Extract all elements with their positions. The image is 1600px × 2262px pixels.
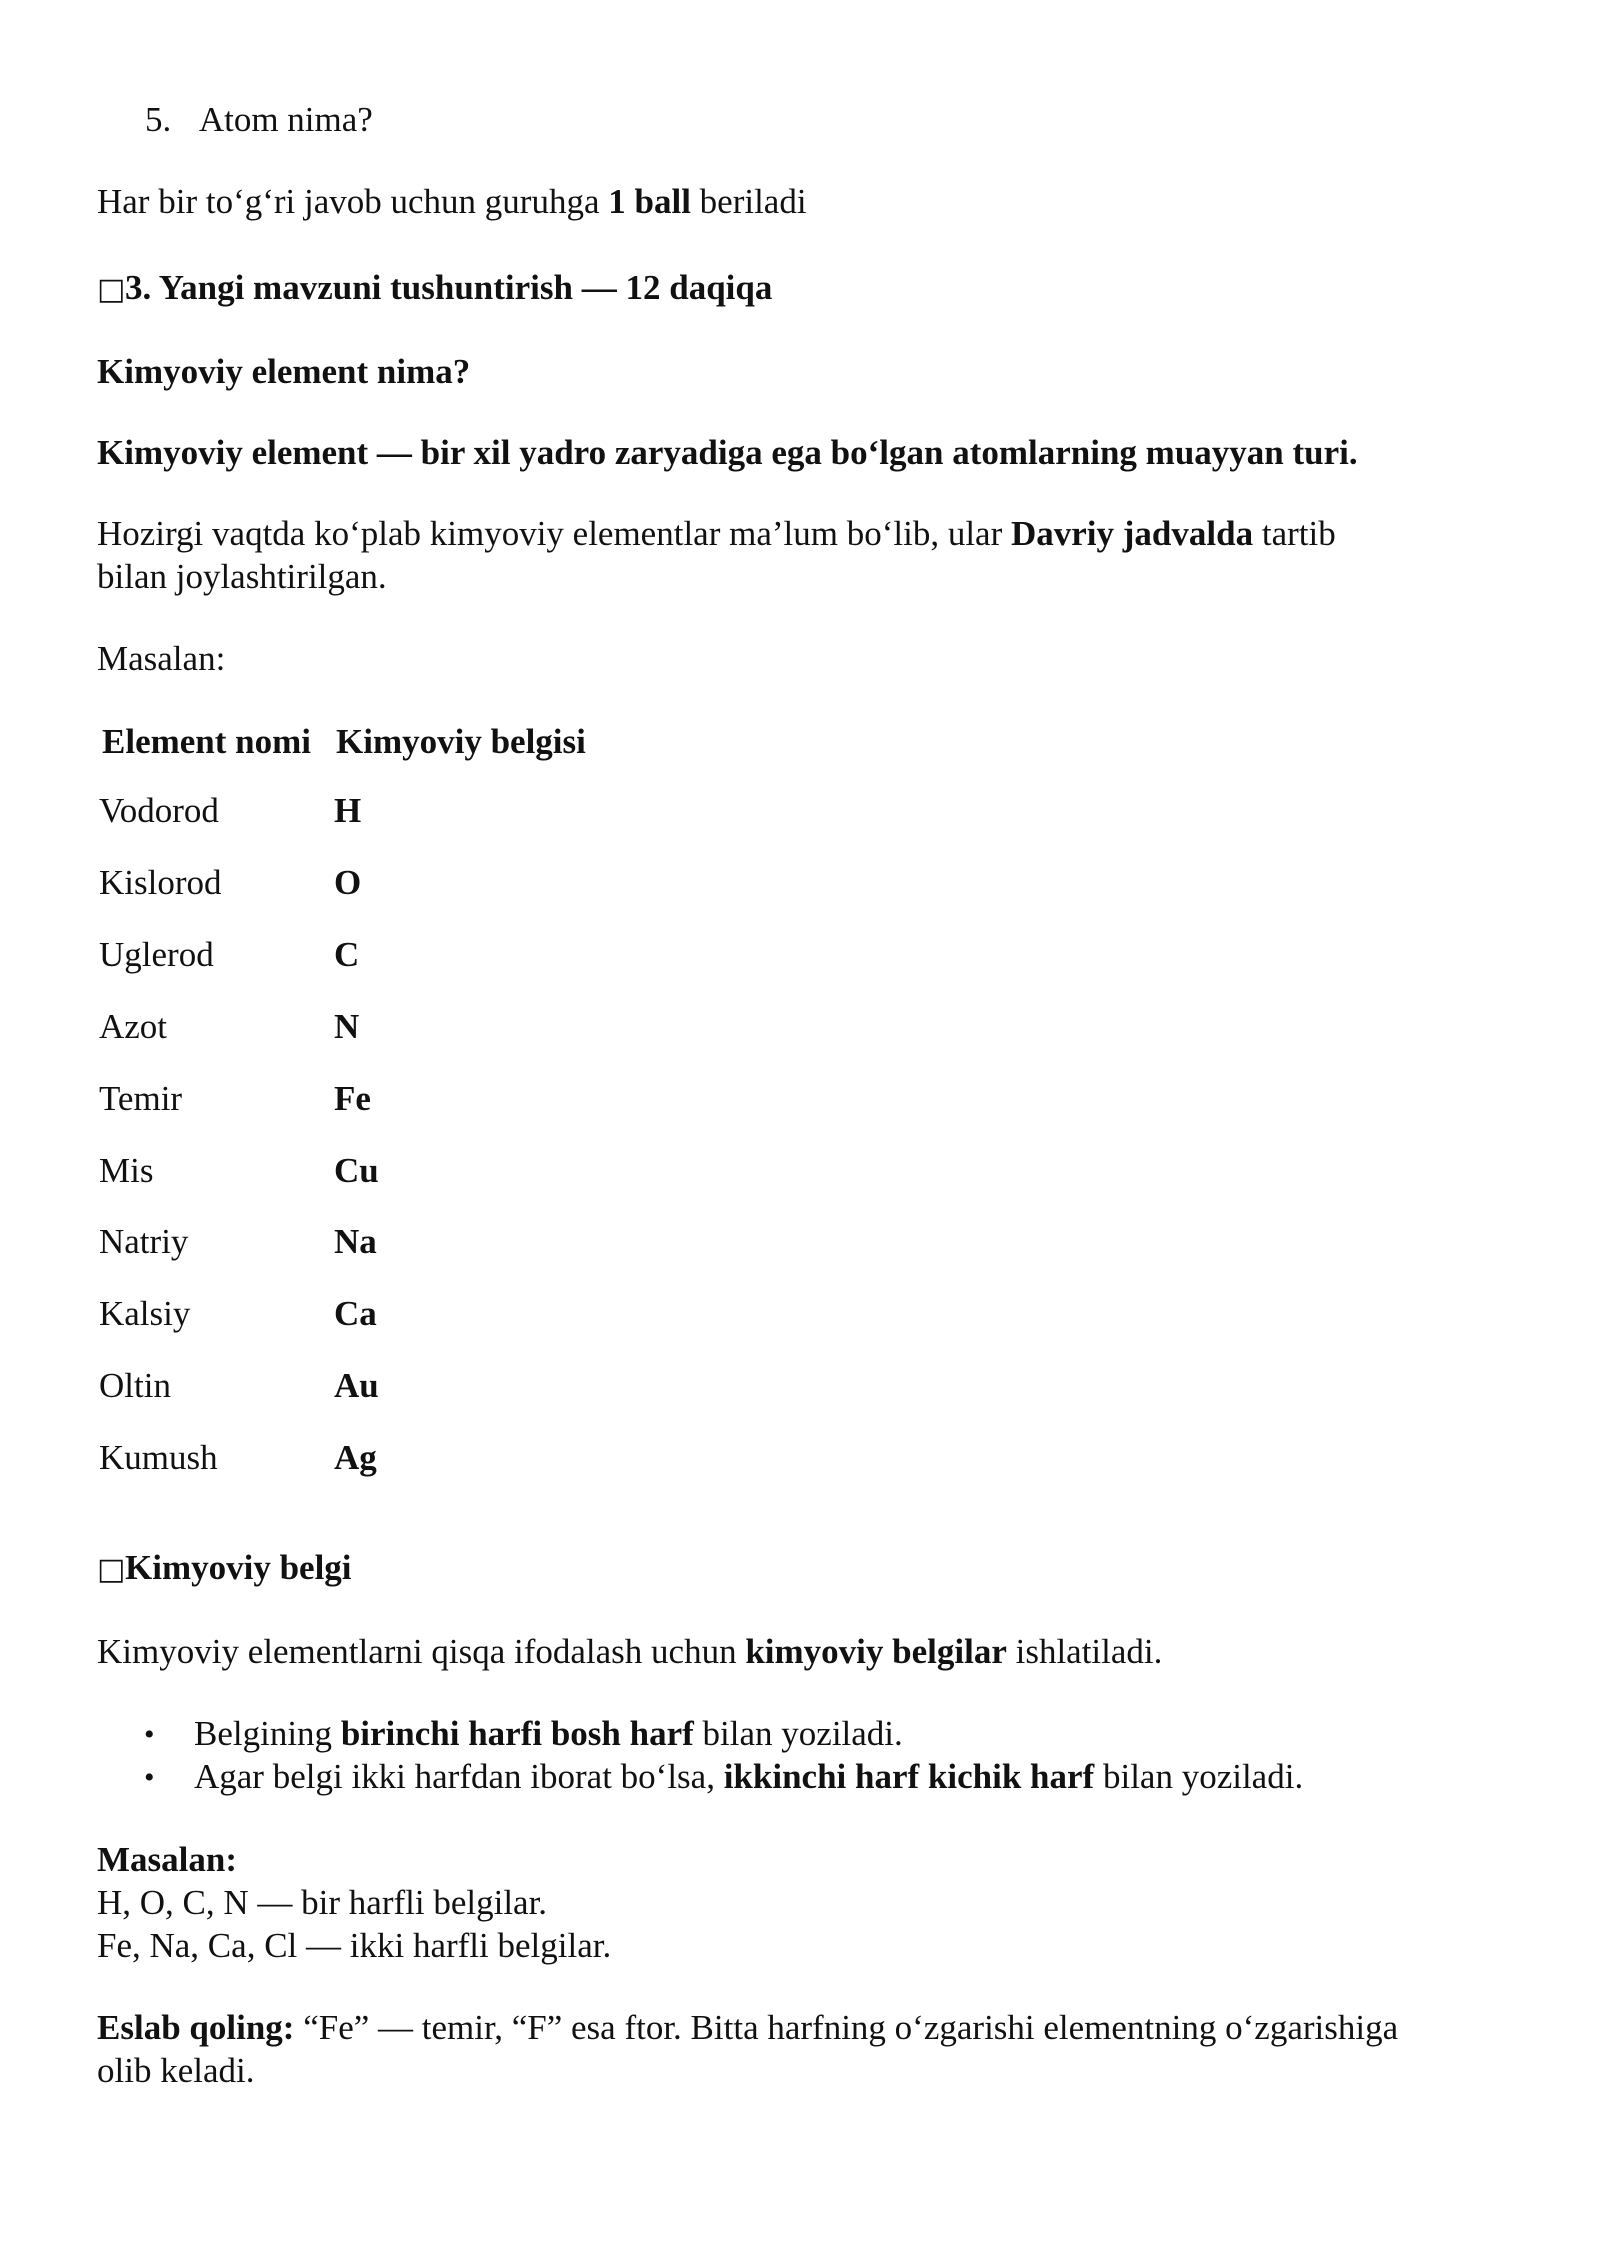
scoring-bold: 1 ball: [608, 182, 691, 221]
list-item: [194, 1712, 903, 1755]
bullet-icon: •: [144, 1761, 155, 1794]
question-heading: Kimyoviy element nima?: [97, 352, 471, 391]
bullet-icon: •: [144, 1718, 155, 1751]
element-name: Uglerod: [99, 935, 214, 974]
list-text: Atom nima?: [198, 100, 373, 139]
remember-text: “Fe” — temir, “F” esa ftor. Bitta harfning o‘zgarishi elementning o‘zgarishiga: [294, 2008, 1399, 2047]
rule-text: Agar belgi ikki harfdan iborat bo‘lsa,: [194, 1757, 724, 1796]
element-symbol: Cu: [334, 1151, 379, 1190]
symbol-intro-text-end: ishlatiladi.: [1006, 1632, 1163, 1671]
element-name: Vodorod: [99, 791, 219, 830]
element-name: Kalsiy: [99, 1294, 191, 1333]
element-name: Temir: [99, 1079, 183, 1118]
placeholder-box-icon: □: [97, 1552, 126, 1587]
examples-line-2: Fe, Na, Ca, Cl — ikki harfli belgilar.: [97, 1926, 612, 1965]
rule-text-end: bilan yoziladi.: [1094, 1757, 1304, 1796]
element-symbol: Na: [334, 1222, 377, 1261]
element-symbol: C: [334, 935, 360, 974]
symbol-intro-bold: kimyoviy belgilar: [745, 1632, 1007, 1671]
list-item-5: [145, 98, 373, 141]
element-symbol: Au: [334, 1366, 379, 1405]
section-title: 3. Yangi mavzuni tushuntirish — 12 daqiqa: [125, 268, 773, 307]
element-name: Mis: [99, 1151, 154, 1190]
element-symbol: N: [334, 1007, 360, 1046]
list-item: [194, 1755, 1303, 1798]
symbol-intro-text: Kimyoviy elementlarni qisqa ifodalash uchun: [97, 1632, 746, 1671]
examples-line-1: H, O, C, N — bir harfli belgilar.: [97, 1883, 548, 1922]
element-name: Natriy: [99, 1222, 189, 1261]
list-number: 5.: [145, 100, 172, 139]
remember-label: Eslab qoling:: [97, 2008, 295, 2047]
table-header-name: Element nomi: [102, 722, 312, 761]
section-heading: [97, 266, 772, 311]
remember-line-2: olib keladi.: [97, 2051, 255, 2090]
element-name: Oltin: [99, 1366, 171, 1405]
rule-bold: birinchi harfi bosh harf: [340, 1714, 694, 1753]
symbol-intro: [97, 1630, 1162, 1673]
rule-text-end: bilan yoziladi.: [693, 1714, 903, 1753]
intro-line-1: [97, 512, 1336, 555]
intro-line-2: bilan joylashtirilgan.: [97, 557, 387, 596]
symbol-section-title: Kimyoviy belgi: [125, 1548, 352, 1587]
symbol-section-heading: [97, 1546, 352, 1591]
element-name: Kislorod: [99, 863, 222, 902]
remember-line-1: [97, 2006, 1398, 2049]
example-label: Masalan:: [97, 639, 226, 678]
intro-text: Hozirgi vaqtda ko‘plab kimyoviy elementlar ma’lum bo‘lib, ular: [97, 514, 1011, 553]
definition: Kimyoviy element — bir xil yadro zaryadiga ega bo‘lgan atomlarning muayyan turi.: [97, 433, 1358, 472]
element-symbol: Ca: [334, 1294, 377, 1333]
element-symbol: O: [334, 863, 362, 902]
scoring-paragraph: [97, 180, 807, 223]
element-name: Azot: [99, 1007, 168, 1046]
element-symbol: H: [334, 791, 362, 830]
scoring-text: Har bir to‘g‘ri javob uchun guruhga: [97, 182, 609, 221]
examples-label: Masalan:: [97, 1840, 237, 1879]
placeholder-box-icon: □: [97, 272, 126, 307]
intro-bold: Davriy jadvalda: [1010, 514, 1254, 553]
intro-text-end: tartib: [1253, 514, 1336, 553]
rule-text: Belgining: [194, 1714, 341, 1753]
element-symbol: Fe: [334, 1079, 371, 1118]
table-header-symbol: Kimyoviy belgisi: [336, 722, 586, 761]
rule-bold: ikkinchi harf kichik harf: [723, 1757, 1095, 1796]
element-name: Kumush: [99, 1438, 218, 1477]
element-symbol: Ag: [334, 1438, 377, 1477]
scoring-text-end: beriladi: [690, 182, 807, 221]
